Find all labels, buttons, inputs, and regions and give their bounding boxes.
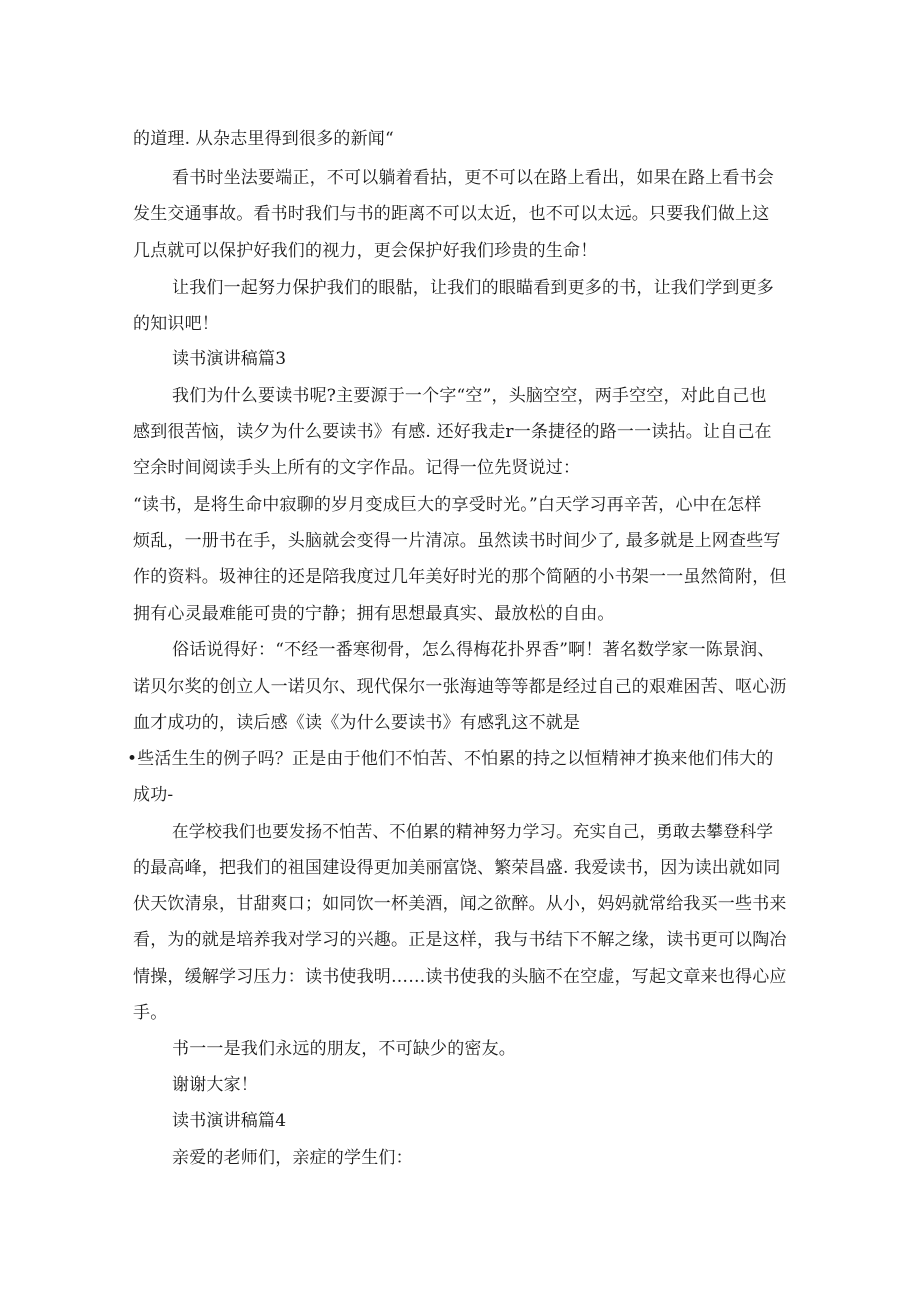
- text-line: 手。: [133, 1003, 168, 1023]
- text-line: 空余时间阅读手头上所有的文字作品。记得一位先贤说过：: [133, 458, 581, 478]
- text-line: 情操，缓解学习压力：读书使我明……读书使我的头脑不在空虚，写起文章来也得心应: [133, 967, 787, 987]
- text-line: 俗话说得好：“不经一番寒彻骨，怎么得梅花扑界香”啊！著名数学家一陈景润、: [172, 640, 775, 660]
- text-line: 拥有心灵最难能可贵的宁静；拥有思想最真实、最放松的自由。: [133, 604, 615, 624]
- text-line: 亲爱的老师们，亲症的学生们：: [172, 1148, 413, 1168]
- text-line: 成功-: [133, 785, 174, 805]
- text-line: 的道理. 从杂志里得到很多的新闻“: [133, 129, 394, 149]
- text-line: 烦乱，一册书在手，头脑就会变得一片清凉。虽然读书时间少了, 最多就是上网查些写: [133, 531, 781, 551]
- text-line: 看书时坐法要端正，不可以躺着看拈，更不可以在路上看出，如果在路上看书会: [172, 168, 774, 188]
- text-line: 看，为的就是培养我对学习的兴趣。正是这样，我与书结下不解之缘，读书更可以陶冶: [133, 930, 787, 950]
- text-line: 血才成功的，读后感《读《为什么要读书》有感乳这不就是: [133, 713, 581, 733]
- text-line: 我们为什么要读书呢?主要源于一个字“空”，头脑空空，两手空空，对此自己也: [172, 386, 767, 406]
- text-line: 谢谢大家！: [172, 1075, 258, 1095]
- text-line: 伏天饮清泉，甘甜爽口；如同饮一杯美酒，闻之欲醉。从小，妈妈就常给我买一些书来: [133, 894, 787, 914]
- section-heading: 读书演讲稿篇3: [172, 349, 287, 369]
- text-line: 作的资料。圾神往的还是陪我度过几年美好时光的那个简陋的小书架一一虽然简附，但: [133, 567, 787, 587]
- text-line: 发生交通事故。看书时我们与书的距离不可以太近，也不可以太远。只要我们做上这: [133, 204, 770, 224]
- text-line: •些活生生的例子吗？正是由于他们不怕苦、不怕累的持之以恒精神才换来他们伟大的: [127, 749, 774, 769]
- text-line: “读书，是将生命中寂聊的岁月变成巨大的享受时光。”白天学习再辛苦，心中在怎样: [133, 495, 762, 515]
- text-line: 让我们一起努力保护我们的眼骷，让我们的眼瞄看到更多的书，让我们学到更多: [172, 278, 774, 298]
- text-line: 几点就可以保护好我们的视力，更会保护好我们珍贵的生命！: [133, 241, 598, 261]
- text-line: 感到很苦恼，读夕为什么要读书》有感. 还好我走r一条捷径的路一一读拈。让自己在: [133, 422, 772, 442]
- section-heading: 读书演讲稿篇4: [172, 1111, 287, 1131]
- text-line: 的最高峰，把我们的祖国建设得更加美丽富饶、繁荣昌盛. 我爱读书，因为读出就如同: [133, 858, 781, 878]
- text-line: 的知识吧！: [133, 314, 219, 334]
- text-line: 书一一是我们永远的朋友，不可缺少的密友。: [172, 1039, 516, 1059]
- text-line: 诺贝尔奖的创立人一诺贝尔、现代保尔一张海迪等等都是经过自己的艰难困苦、呕心沥: [133, 677, 787, 697]
- text-line: 在学校我们也要发扬不怕苦、不伯累的精神努力学习。充实自己，勇敢去攀登科学: [172, 822, 774, 841]
